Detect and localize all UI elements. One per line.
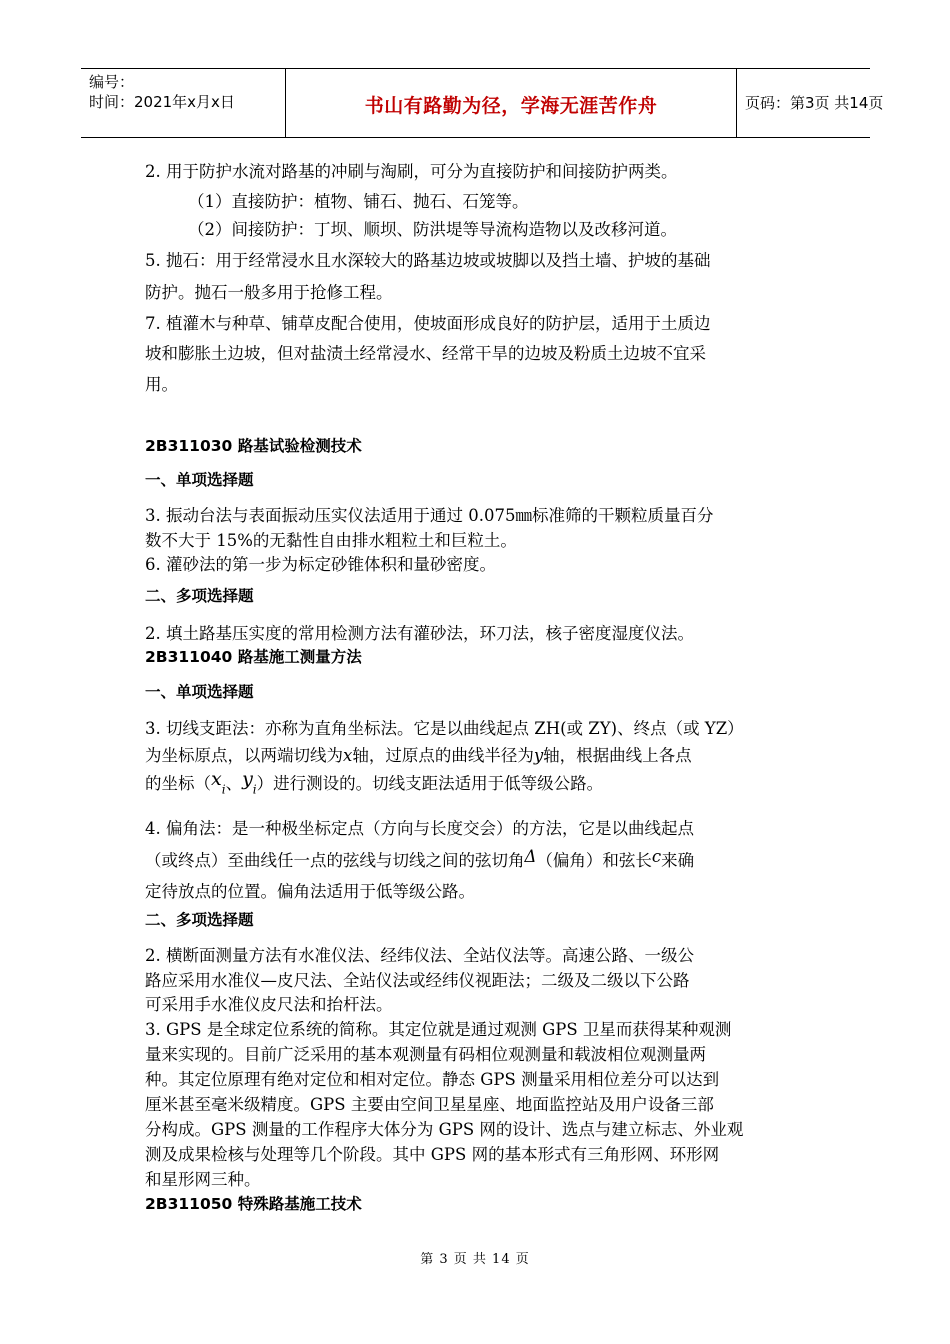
page-footer: 第 3 页 共 14 页 [420,1252,530,1267]
text-run: 轴，过原点的曲线半径为 [352,746,534,765]
subsection-heading: 二、多项选择题 [145,587,254,605]
section-heading: 2B311030 路基试验检测技术 [145,437,362,455]
text-run: （偏角）和弦长 [536,851,652,870]
time-label: 时间：2021年x月x日 [89,93,235,111]
text-run: 的坐标（ [145,774,211,793]
paragraph-line: 可采用手水准仪皮尺法和抬杆法。 [145,995,393,1014]
math-sub-i: i [252,782,257,797]
paragraph-line: 种。其定位原理有绝对定位和相对定位。静态 GPS 测量采用相位差分可以达到 [145,1070,720,1089]
math-delta: Δ [524,847,537,866]
section-heading: 2B311050 特殊路基施工技术 [145,1195,362,1213]
paragraph-line: 量来实现的。目前广泛采用的基本观测量有码相位观测量和载波相位观测量两 [145,1045,706,1064]
header-page-cell [737,69,884,137]
paragraph-line: 2. 填土路基压实度的常用检测方法有灌砂法，环刀法，核子密度湿度仪法。 [145,624,694,643]
paragraph-line: 数不大于 15%的无黏性自由排水粗粒土和巨粒土。 [145,531,517,550]
subsection-heading: 二、多项选择题 [145,911,254,929]
paragraph-line: 分构成。GPS 测量的工作程序大体分为 GPS 网的设计、选点与建立标志、外业观 [145,1120,744,1139]
subsection-heading: 一、单项选择题 [145,683,254,701]
paragraph-line: 3. 振动台法与表面振动压实仪法适用于通过 0.075㎜标准筛的干颗粒质量百分 [145,506,714,525]
header-meta-cell [81,69,286,137]
paragraph-line: 2. 用于防护水流对路基的冲刷与淘刷，可分为直接防护和间接防护两类。 [145,162,678,181]
text-run: ）进行测设的。切线支距法适用于低等级公路。 [256,774,604,793]
page-number-label: 页码：第3页 共14页 [745,94,884,112]
math-sub-i: i [221,782,226,797]
paragraph-line-with-math [145,770,603,796]
paragraph-line: 4. 偏角法：是一种极坐标定点（方向与长度交会）的方法，它是以曲线起点 [145,819,694,838]
text-run: 来确 [661,851,695,870]
paragraph-line: 路应采用水准仪—皮尺法、全站仪法或经纬仪视距法；二级及二级以下公路 [145,971,690,990]
page-header [81,68,884,138]
math-y: y [533,746,544,765]
paragraph-line-with-math [145,742,692,766]
paragraph-line: （1）直接防护：植物、铺石、抛石、石笼等。 [188,192,529,211]
paragraph-line: 坡和膨胀土边坡，但对盐渍土经常浸水、经常干旱的边坡及粉质土边坡不宜采 [145,344,706,363]
text-run: 、 [225,774,243,793]
section-heading: 2B311040 路基施工测量方法 [145,648,362,666]
paragraph-line: 测及成果检核与处理等几个阶段。其中 GPS 网的基本形式有三角形网、环形网 [145,1145,720,1164]
paragraph-line: 6. 灌砂法的第一步为标定砂锥体积和量砂密度。 [145,555,496,574]
paragraph-line: 用。 [145,375,178,394]
paragraph-line: 2. 横断面测量方法有水准仪法、经纬仪法、全站仪法等。高速公路、一级公 [145,946,694,965]
number-label: 编号： [89,73,135,91]
text-run: 轴，根据曲线上各点 [543,746,692,765]
math-c: c [651,847,662,866]
paragraph-line: 定待放点的位置。偏角法适用于低等级公路。 [145,882,475,901]
text-run: （或终点）至曲线任一点的弦线与切线之间的弦切角 [145,851,525,870]
paragraph-line: 和星形网三种。 [145,1170,261,1189]
math-xi: x [211,768,222,790]
paragraph-line: 防护。抛石一般多用于抢修工程。 [145,283,393,302]
header-motto-cell [286,69,737,137]
paragraph-line-with-math [145,847,694,871]
paragraph-line: （2）间接防护：丁坝、顺坝、防洪堤等导流构造物以及改移河道。 [188,220,677,239]
paragraph-line: 5. 抛石：用于经常浸水且水深较大的路基边坡或坡脚以及挡土墙、护坡的基础 [145,251,711,270]
paragraph-line: 3. GPS 是全球定位系统的简称。其定位就是通过观测 GPS 卫星而获得某种观测 [145,1020,732,1039]
math-yi: y [242,768,253,790]
motto: 书山有路勤为径，学海无涯苦作舟 [364,95,658,117]
paragraph-line: 厘米甚至毫米级精度。GPS 主要由空间卫星星座、地面监控站及用户设备三部 [145,1095,714,1114]
paragraph-line: 3. 切线支距法：亦称为直角坐标法。它是以曲线起点 ZH(或 ZY)、终点（或 YZ） [145,719,744,738]
math-x: x [343,746,353,765]
paragraph-line: 7. 植灌木与种草、铺草皮配合使用，使坡面形成良好的防护层，适用于土质边 [145,314,711,333]
subsection-heading: 一、单项选择题 [145,471,254,489]
text-run: 为坐标原点，以两端切线为 [145,746,343,765]
